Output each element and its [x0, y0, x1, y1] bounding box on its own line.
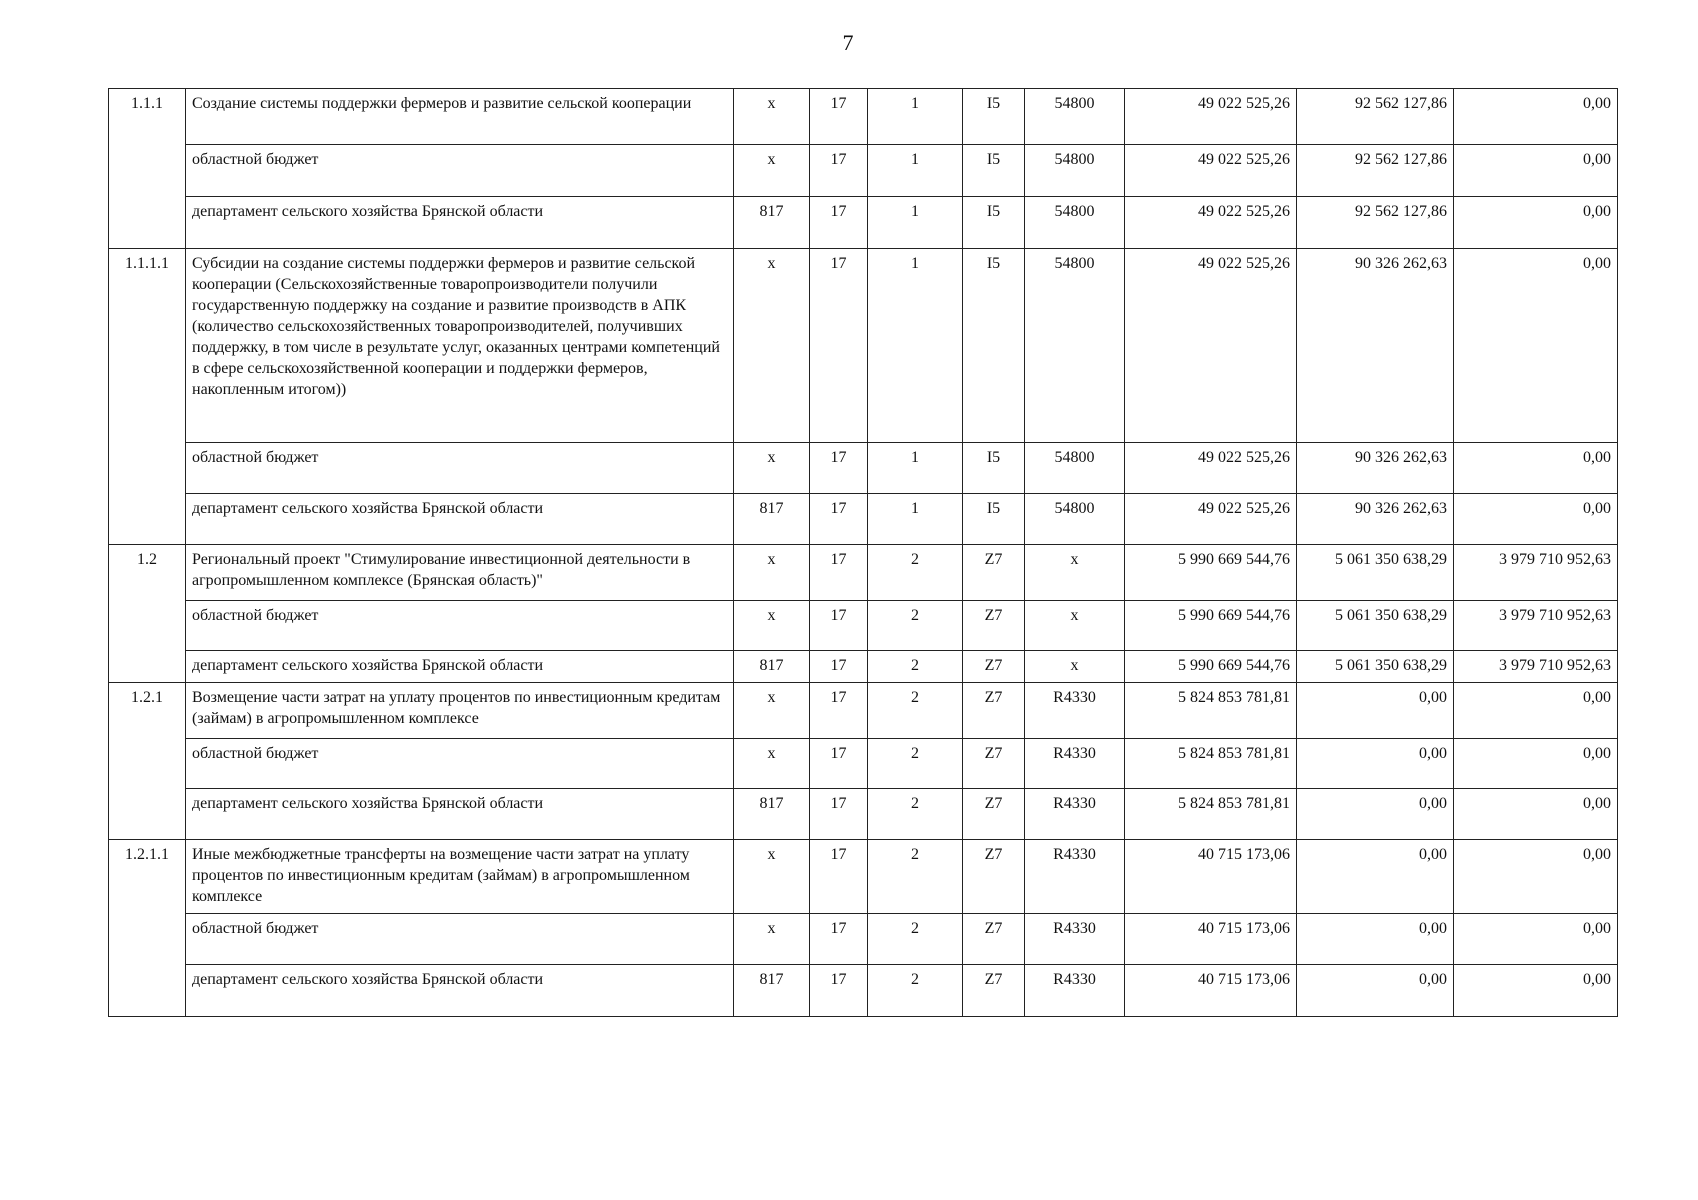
section-cell: 17	[810, 965, 868, 1017]
table-row	[109, 683, 1618, 739]
amount-year3-cell: 0,00	[1454, 145, 1618, 197]
expense-type-cell: 54800	[1025, 197, 1125, 249]
amount-year1-cell: 5 824 853 781,81	[1125, 739, 1297, 789]
target-article-cell: Z7	[963, 965, 1025, 1017]
section-cell: 17	[810, 249, 868, 443]
target-article-cell: I5	[963, 249, 1025, 443]
expense-type-cell: 54800	[1025, 443, 1125, 494]
description-cell: департамент сельского хозяйства Брянской области	[186, 494, 734, 545]
table-row	[109, 545, 1618, 601]
expense-type-cell: R4330	[1025, 840, 1125, 914]
amount-year1-cell: 40 715 173,06	[1125, 840, 1297, 914]
amount-year3-cell: 0,00	[1454, 840, 1618, 914]
section-cell: 17	[810, 683, 868, 739]
expense-type-cell: 54800	[1025, 145, 1125, 197]
description-cell: областной бюджет	[186, 914, 734, 965]
subsection-cell: 1	[868, 145, 963, 197]
page-number: 7	[842, 30, 854, 55]
amount-year1-cell: 5 824 853 781,81	[1125, 789, 1297, 840]
table-row	[109, 651, 1618, 683]
table-row	[109, 89, 1618, 145]
expense-type-cell: 54800	[1025, 494, 1125, 545]
subsection-cell: 2	[868, 914, 963, 965]
amount-year2-cell: 0,00	[1297, 789, 1454, 840]
description-cell: департамент сельского хозяйства Брянской области	[186, 197, 734, 249]
table-row	[109, 443, 1618, 494]
subsection-cell: 2	[868, 739, 963, 789]
item-number-cell: 1.1.1	[109, 89, 186, 249]
amount-year1-cell: 40 715 173,06	[1125, 965, 1297, 1017]
amount-year1-cell: 5 824 853 781,81	[1125, 683, 1297, 739]
subsection-cell: 1	[868, 197, 963, 249]
description-cell: Субсидии на создание системы поддержки фермеров и развитие сельской кооперации (Сельскохозяйственные товаропроизводители получили государственную поддержку на создание и развитие производств в АПК (количество сельскохозяйственных товаропроизводителей, получивших поддержку, в том числе в результате услуг, оказанных центрами компетенций в сфере сельскохозяйственной кооперации и поддержки фермеров, накопленным итогом))	[186, 249, 734, 443]
section-cell: 17	[810, 914, 868, 965]
table-row	[109, 914, 1618, 965]
amount-year1-cell: 49 022 525,26	[1125, 249, 1297, 443]
subsection-cell: 1	[868, 443, 963, 494]
target-article-cell: Z7	[963, 545, 1025, 601]
amount-year3-cell: 0,00	[1454, 789, 1618, 840]
grbs-cell: х	[734, 683, 810, 739]
amount-year3-cell: 0,00	[1454, 494, 1618, 545]
target-article-cell: Z7	[963, 840, 1025, 914]
target-article-cell: I5	[963, 197, 1025, 249]
amount-year2-cell: 92 562 127,86	[1297, 89, 1454, 145]
target-article-cell: Z7	[963, 914, 1025, 965]
amount-year1-cell: 49 022 525,26	[1125, 145, 1297, 197]
grbs-cell: 817	[734, 197, 810, 249]
subsection-cell: 2	[868, 651, 963, 683]
amount-year1-cell: 5 990 669 544,76	[1125, 545, 1297, 601]
section-cell: 17	[810, 494, 868, 545]
amount-year2-cell: 92 562 127,86	[1297, 145, 1454, 197]
amount-year2-cell: 0,00	[1297, 965, 1454, 1017]
description-cell: Иные межбюджетные трансферты на возмещение части затрат на уплату процентов по инвестиционным кредитам (займам) в агропромышленном комплексе	[186, 840, 734, 914]
table-row	[109, 965, 1618, 1017]
amount-year1-cell: 49 022 525,26	[1125, 443, 1297, 494]
target-article-cell: I5	[963, 89, 1025, 145]
budget-table	[108, 88, 1618, 1017]
description-cell: Возмещение части затрат на уплату процентов по инвестиционным кредитам (займам) в агропромышленном комплексе	[186, 683, 734, 739]
grbs-cell: 817	[734, 651, 810, 683]
grbs-cell: х	[734, 914, 810, 965]
grbs-cell: х	[734, 249, 810, 443]
amount-year3-cell: 0,00	[1454, 739, 1618, 789]
expense-type-cell: 54800	[1025, 249, 1125, 443]
item-number-cell: 1.2.1	[109, 683, 186, 840]
subsection-cell: 2	[868, 965, 963, 1017]
section-cell: 17	[810, 443, 868, 494]
subsection-cell: 1	[868, 249, 963, 443]
amount-year1-cell: 5 990 669 544,76	[1125, 651, 1297, 683]
amount-year1-cell: 49 022 525,26	[1125, 197, 1297, 249]
subsection-cell: 2	[868, 601, 963, 651]
amount-year3-cell: 3 979 710 952,63	[1454, 651, 1618, 683]
budget-table-body	[109, 89, 1618, 1017]
table-row	[109, 789, 1618, 840]
grbs-cell: х	[734, 601, 810, 651]
section-cell: 17	[810, 89, 868, 145]
table-row	[109, 601, 1618, 651]
amount-year3-cell: 0,00	[1454, 914, 1618, 965]
amount-year3-cell: 0,00	[1454, 683, 1618, 739]
amount-year2-cell: 5 061 350 638,29	[1297, 601, 1454, 651]
expense-type-cell: R4330	[1025, 965, 1125, 1017]
description-cell: областной бюджет	[186, 601, 734, 651]
amount-year1-cell: 49 022 525,26	[1125, 89, 1297, 145]
target-article-cell: Z7	[963, 601, 1025, 651]
expense-type-cell: х	[1025, 651, 1125, 683]
target-article-cell: Z7	[963, 683, 1025, 739]
amount-year3-cell: 0,00	[1454, 249, 1618, 443]
grbs-cell: 817	[734, 965, 810, 1017]
item-number-cell: 1.2	[109, 545, 186, 683]
table-row	[109, 145, 1618, 197]
amount-year2-cell: 5 061 350 638,29	[1297, 545, 1454, 601]
description-cell: департамент сельского хозяйства Брянской области	[186, 651, 734, 683]
amount-year3-cell: 0,00	[1454, 443, 1618, 494]
expense-type-cell: 54800	[1025, 89, 1125, 145]
amount-year3-cell: 3 979 710 952,63	[1454, 545, 1618, 601]
grbs-cell: х	[734, 145, 810, 197]
amount-year1-cell: 49 022 525,26	[1125, 494, 1297, 545]
grbs-cell: 817	[734, 494, 810, 545]
table-row	[109, 739, 1618, 789]
expense-type-cell: R4330	[1025, 739, 1125, 789]
expense-type-cell: х	[1025, 545, 1125, 601]
amount-year3-cell: 0,00	[1454, 89, 1618, 145]
section-cell: 17	[810, 545, 868, 601]
expense-type-cell: х	[1025, 601, 1125, 651]
table-row	[109, 197, 1618, 249]
target-article-cell: Z7	[963, 651, 1025, 683]
target-article-cell: Z7	[963, 789, 1025, 840]
amount-year1-cell: 5 990 669 544,76	[1125, 601, 1297, 651]
grbs-cell: х	[734, 89, 810, 145]
subsection-cell: 1	[868, 494, 963, 545]
amount-year2-cell: 90 326 262,63	[1297, 494, 1454, 545]
amount-year2-cell: 0,00	[1297, 840, 1454, 914]
item-number-cell: 1.1.1.1	[109, 249, 186, 545]
item-number-cell: 1.2.1.1	[109, 840, 186, 1017]
description-cell: областной бюджет	[186, 739, 734, 789]
grbs-cell: х	[734, 840, 810, 914]
table-row	[109, 249, 1618, 443]
expense-type-cell: R4330	[1025, 683, 1125, 739]
description-cell: департамент сельского хозяйства Брянской области	[186, 789, 734, 840]
target-article-cell: I5	[963, 494, 1025, 545]
description-cell: департамент сельского хозяйства Брянской области	[186, 965, 734, 1017]
section-cell: 17	[810, 739, 868, 789]
amount-year2-cell: 90 326 262,63	[1297, 443, 1454, 494]
section-cell: 17	[810, 601, 868, 651]
grbs-cell: х	[734, 443, 810, 494]
subsection-cell: 1	[868, 89, 963, 145]
section-cell: 17	[810, 840, 868, 914]
description-cell: областной бюджет	[186, 145, 734, 197]
target-article-cell: Z7	[963, 739, 1025, 789]
grbs-cell: х	[734, 739, 810, 789]
description-cell: областной бюджет	[186, 443, 734, 494]
table-row	[109, 494, 1618, 545]
grbs-cell: х	[734, 545, 810, 601]
subsection-cell: 2	[868, 683, 963, 739]
amount-year2-cell: 0,00	[1297, 914, 1454, 965]
amount-year3-cell: 0,00	[1454, 965, 1618, 1017]
section-cell: 17	[810, 197, 868, 249]
amount-year2-cell: 92 562 127,86	[1297, 197, 1454, 249]
expense-type-cell: R4330	[1025, 914, 1125, 965]
subsection-cell: 2	[868, 840, 963, 914]
amount-year1-cell: 40 715 173,06	[1125, 914, 1297, 965]
amount-year3-cell: 0,00	[1454, 197, 1618, 249]
subsection-cell: 2	[868, 789, 963, 840]
subsection-cell: 2	[868, 545, 963, 601]
section-cell: 17	[810, 789, 868, 840]
section-cell: 17	[810, 651, 868, 683]
grbs-cell: 817	[734, 789, 810, 840]
target-article-cell: I5	[963, 145, 1025, 197]
expense-type-cell: R4330	[1025, 789, 1125, 840]
amount-year3-cell: 3 979 710 952,63	[1454, 601, 1618, 651]
amount-year2-cell: 0,00	[1297, 683, 1454, 739]
amount-year2-cell: 5 061 350 638,29	[1297, 651, 1454, 683]
table-row	[109, 840, 1618, 914]
description-cell: Создание системы поддержки фермеров и развитие сельской кооперации	[186, 89, 734, 145]
section-cell: 17	[810, 145, 868, 197]
amount-year2-cell: 0,00	[1297, 739, 1454, 789]
amount-year2-cell: 90 326 262,63	[1297, 249, 1454, 443]
description-cell: Региональный проект "Стимулирование инвестиционной деятельности в агропромышленном комплексе (Брянская область)"	[186, 545, 734, 601]
target-article-cell: I5	[963, 443, 1025, 494]
